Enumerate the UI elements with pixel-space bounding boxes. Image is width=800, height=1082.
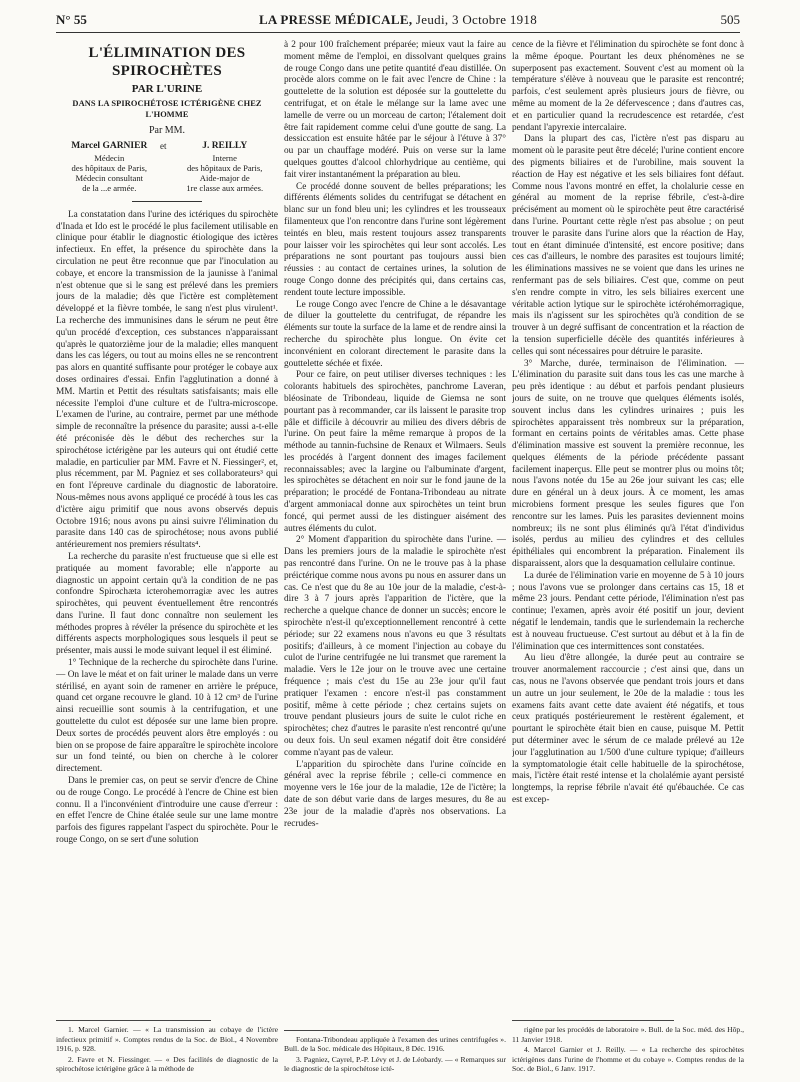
author-1-affil: des hôpitaux de Paris, xyxy=(71,162,147,173)
paragraph: Dans la plupart des cas, l'ictère n'est pas disparu au moment où le parasite peut être décelé; l'urine contient encore des pigments biliaires et de l'urobiline, mais souvent la réaction de Hay est négative et les sels biliaires font défaut. Comme nous l'avons montré en effet, la cholalurie cesse en général au moment de la reprise fébrile, c'est-à-dire précisément au moment où le spirochète peut être caractérisé dans l'urine. Pourtant cette règle n'est pas absolue ; on peut trouver le parasite dans l'urine alors que la réaction de Hay, tout en étant diminuée d'intensité, est encore positive; dans ces cas d'ailleurs, le nombre des parasites est toujours limité; les éliminations massives ne se voient que dans les urines ne renfermant pas de sels biliaires. C'est que, comme on peut s'en rendre compte in vitro, les sels biliaires exercent une véritable action lytique sur le spirochète ictérohémorragique, mais ils n'agissent sur les spirochètes qu'à condition de se trouver à un degré suffisant de concentration et la réaction de la tension superficielle décèle des quantités inférieures à celles qui sont nécessaires pour détruire le parasite. xyxy=(512,134,744,357)
paragraph: La durée de l'élimination varie en moyenne de 5 à 10 jours ; nous l'avons vue se prolonger dans certains cas 15, 18 et même 23 jours. Pendant cette période, l'élimination n'est pas continue; l'examen, après avoir été positif un jour, devient négatif le lendemain, tandis que le surlendemain la recherche est à nouveau fructueuse. C'est surtout au début et à la fin de l'élimination que ces intermittences sont constatées. xyxy=(512,570,744,652)
author-1-role-2: Médecin consultant xyxy=(75,172,144,183)
paragraph: Le rouge Congo avec l'encre de Chine a le désavantage de diluer la gouttelette du centrifugat, de répandre les éléments sur toute la surface de la lame et de rendre ainsi la recherche du spirochète plus longue. On évite cet inconvénient en colorant directement le parasite dans la gouttelette séchée et fixée. xyxy=(284,299,506,369)
article-subtitle: PAR L'URINE xyxy=(131,83,203,95)
footnote: 3. Pagniez, Cayrel, P.-P. Lévy et J. de Léobardy. — « Remarques sur le diagnostic de la spirochétose icté- xyxy=(284,1054,506,1074)
column-2 xyxy=(284,40,506,1074)
article-subtitle-2: DANS LA SPIROCHÉTOSE ICTÉRIGÈNE CHEZ L'HOMME xyxy=(72,99,262,119)
author-conjunction: et xyxy=(160,140,167,151)
author-2-affil-2: 1re classe aux armées. xyxy=(186,182,264,193)
footnote: 4. Marcel Garnier et J. Reilly. — « La recherche des spirochètes ictérigènes dans l'urine de l'homme et du cobaye ». Comptes rendus de la Soc. de Biol., 6 Janv. 1917. xyxy=(512,1045,744,1074)
footnote-rule xyxy=(284,1030,439,1031)
author-1-name: Marcel GARNIER xyxy=(71,140,148,151)
issue-number: N° 55 xyxy=(56,12,87,27)
issue-date: Jeudi, 3 Octobre 1918 xyxy=(412,12,538,27)
paragraph: à 2 pour 100 fraîchement préparée; mieux vaut la faire au moment même de l'emploi, en dissolvant quelques grains de rouge Congo dans une petite quantité d'eau distillée. On procède alors comme on le fait avec l'encre de Chine : la gouttelette de la solution est déposée sur la gouttelette du centrifugat, et on étale le mélange sur la lame avec une lamelle de verre ou un morceau de carton; l'étalement doit être fait rapidement comme celui d'une goutte de sang. La dessiccation est ensuite hâtée par le séjour à l'étuve à 37° ou par un chauffage modéré. Puis on verse sur la lame quelques gouttes d'alcool chlorhydrique au centième, qui fait virer instantanément la préparation au bleu. xyxy=(284,40,506,180)
paragraph: Ce procédé donne souvent de belles préparations; les différents éléments solides du centrifugat se détachent en blanc sur un fond bleu uni; les cylindres et les trousseaux filamenteux que l'on rencontre dans l'urine sont légèrement teintés en bleu, mais restent toujours assez transparents pour laisser voir les spirochètes qui leur sont accolés. Les préparations ne sont pourtant pas toujours aussi bien réussies : au contact de certaines urines, la solution de rouge Congo donne des précipités qui, dans certains cas, rendent toute lecture impossible. xyxy=(284,181,506,298)
running-header xyxy=(56,12,740,33)
paragraph: cence de la fièvre et l'élimination du spirochète se font donc à la même époque. Pourtant les deux phénomènes ne se superposent pas exactement. Souvent c'est au moment où la température s'élève à nouveau que le parasite est rencontré; parfois, c'est seulement après plusieurs jours de fièvre, ou même au moment de la 2e défervescence ; dans d'autres cas, et en particulier quand la recrudescence est retardée, c'est pendant l'apyrexie intercalaire. xyxy=(512,40,744,133)
byline-prefix: Par MM. xyxy=(148,125,186,136)
paragraph: 1° Technique de la recherche du spirochète dans l'urine. — On lave le méat et on fait uriner le malade dans un verre stérilisé, en ayant soin de ramener en arrière le prépuce, quand cet organe recouvre le gland. 10 à 12 cm³ de l'urine ainsi recueillie sont soumis à la centrifugation, et une gouttelette du culot est déposée sur une lame bien propre. Deux sortes de procédés peuvent alors être employés : ou bien on se propose de faire apparaître le spirochète incolore sur un fond teinté, ou bien on cherche à le colorer directement. xyxy=(56,658,278,775)
title-separator xyxy=(132,201,202,202)
paragraph: La constatation dans l'urine des ictériques du spirochète d'Inada et Ido est le procédé le plus facilement utilisable en clinique pour établir le diagnostic étiologique des ictères infectieux. En effet, la présence du spirochète dans la circulation ne peut être reconnue que par l'inoculation au cobaye, et encore la transmission de la jaunisse à l'animal n'est obtenue que si le sang est prélevé dans les premiers jours de la maladie; dès que l'ictère est complètement développé et la fièvre tombée, le sang n'est plus virulent¹. La recherche des immunisines dans le sérum ne peut être qu'un procédé d'exception, ces substances n'apparaissant qu'après le quatorzième jour de la maladie; elles manquent dans les cas légers, ou tout au moins elles ne se rencontrent pas alors en quantité suffisante pour protéger le cobaye aux doses ordinaires d'essai. Enfin l'agglutination a donné à MM. Martin et Pettit des résultats satisfaisants; mais elle nécessite l'emploi d'une culture et de l'ultra-microscope. L'examen de l'urine, au contraire, permet par une méthode simple de reconnaître la présence du parasite; aussi a-t-elle été préconisée dès le début des recherches sur la spirochétose ictérigène par les auteurs qui ont étudié cette maladie, en particulier par MM. Favre et N. Fiessinger², et, plus récemment, par M. Pagniez et ses collaborateurs³ qui en font l'épreuve cardinale du diagnostic de laboratoire. Nous-mêmes nous avons appliqué ce procédé à tous les cas d'ictère aigu primitif que nous avons observés depuis Octobre 1916; nous avons pu ainsi suivre l'élimination du parasite dans 140 cas de spirochétose; nous avons publié antérieurement nos premiers résultats⁴. xyxy=(56,209,278,551)
paragraph: 3° Marche, durée, terminaison de l'élimination. — L'élimination du parasite suit dans tous les cas une marche à peu près identique : au début et parfois pendant plusieurs jours de suite, on ne trouve que quelques éléments isolés, souvent inclus dans les cylindres urinaires ; puis les spirochètes apparaissent très nombreux sur la préparation, formant en certains points de véritables amas. Cette phase d'élimination massive est souvent la première reconnue, les quelques éléments de la période précédente passant facilement inaperçus. Elle peut se montrer plus ou moins tôt; nous l'avons notée du 15e au 26e jour suivant les cas; elle dure en général un à deux jours. À ce moment, les amas microbiens forment presque les seules figures que l'on rencontre sur les lames. Puis les parasites deviennent moins nombreux; ils ne sont plus éliminés qu'à l'état d'individus isolés, perdus au milieu des cylindres et des cellules épithéliales qui encombrent la préparation. Finalement ils disparaissent, alors que la desquamation cellulaire continue. xyxy=(512,358,744,570)
footnote: Fontana-Tribondeau appliquée à l'examen des urines centrifugées ». Bull. de la Soc. médicale des Hôpitaux, 8 Déc. 1916. xyxy=(284,1034,506,1054)
author-2-role: Interne xyxy=(212,152,237,163)
footnotes xyxy=(56,1014,278,1074)
footnote: rigène par les procédés de laboratoire ». Bull. de la Soc. méd. des Hôp., 11 Janvier 1918. xyxy=(512,1025,744,1044)
author-2-affil: des hôpitaux de Paris, xyxy=(187,162,263,173)
page-number: 505 xyxy=(720,12,740,27)
paragraph: Au lieu d'être allongée, la durée peut au contraire se trouver anormalement raccourcie ; c'est ainsi que, dans un cas, nous ne l'avons observée que pendant trois jours et dans un autre un jour seulement, le 20e de la maladie : tous les examens faits avant cette date avaient été négatifs, et tous ceux pratiqués postérieurement le restèrent également, et pourtant le spirochète était bien en cause, puisque M. Pettit put déterminer avec le sérum de ce malade prélevé au 12e jour l'agglutination au 1/500 d'une culture typique; d'ailleurs la symptomatologie était celle habituelle de la spirochétose, mais, l'ictère était resté intense et la cholalémie ayant persisté longtemps, la reprise fébrile n'avait été qu'ébauchée. Ce cas est excep- xyxy=(512,653,744,805)
author-2 xyxy=(171,141,278,193)
article-title-block xyxy=(56,44,278,202)
column-1 xyxy=(56,40,278,1074)
authors xyxy=(56,141,278,193)
footnotes xyxy=(512,1014,744,1074)
paragraph: Pour ce faire, on peut utiliser diverses techniques : les colorants habituels des spirochètes, panchrome Laveran, bléosinate de Tribondeau, liquide de Giemsa ne sont pourtant pas à recommander, car ils laissent le parasite trop pâle et difficile à découvrir au milieu des divers débris de l'urine. On peut faire la même remarque à propos de la méthode au tannin-fuchsine de Renaux et Wilmaers. Seuls les procédés à l'argent donnent des images facilement reconnaissables; avec la largine ou l'albuminate d'argent, les spirochètes se détachent en noir sur le fond jaune de la préparation; le procédé de Fontana-Tribondeau au nitrate d'argent ammoniacal donne aux spirochètes un teint brun foncé, qui permet aussi de les distinguer aisément des autres éléments du culot. xyxy=(284,370,506,534)
footnote: 2. Favre et N. Fiessinger. — « Des facilités de diagnostic de la spirochétose ictérigène grâce à la méthode de xyxy=(56,1054,278,1074)
footnotes xyxy=(284,1024,506,1074)
paragraph: L'apparition du spirochète dans l'urine coïncide en général avec la reprise fébrile ; celle-ci commence en moyenne vers le 16e jour de la maladie, 12e de l'ictère; la date de son début varie dans de larges mesures, du 8e au 23e jour de la maladie d'après nos observations. La recrudes- xyxy=(284,759,506,829)
author-2-role-2: Aide-major de xyxy=(199,172,250,183)
article-title: L'ÉLIMINATION DES SPIROCHÈTES xyxy=(88,45,246,79)
journal-name: LA PRESSE MÉDICALE, xyxy=(258,12,413,27)
author-2-name: J. REILLY xyxy=(202,140,248,151)
paragraph: 2° Moment d'apparition du spirochète dans l'urine. — Dans les premiers jours de la maladie le spirochète n'est pas rencontré dans l'urine. On ne le trouve pas à la phase préictérique comme nous avons pu nous en assurer dans un cas. Ce n'est que du 8e au 10e jour de la maladie, c'est-à-dire 3 à 7 jours après l'apparition de l'ictère, que la recherche a quelque chance de donner un succès; encore le spirochète n'est-il qu'exceptionnellement rencontré à cette période; sur 22 examens nous n'avons eu que 3 résultats positifs; d'ailleurs, à ce moment l'injection au cobaye du culot de l'urine centrifugée ne lui transmet que rarement la maladie. Vers le 12e jour on le trouve avec une certaine fréquence ; mais c'est du 15e au 23e jour qu'il faut pratiquer l'examen : encore n'est-il pas constamment positif, même à cette période ; chez certains sujets on trouve pendant plusieurs jours de suite le culot riche en spirochètes; chez d'autres le parasite n'est rencontré qu'une ou deux fois. Un seul examen négatif doit être considéré comme n'ayant pas de valeur. xyxy=(284,535,506,758)
paragraph: La recherche du parasite n'est fructueuse que si elle est pratiquée au moment favorable; elle n'apporte au diagnostic un appoint certain qu'à la condition de ne pas confondre Spirochæta icterohemorragiæ avec les autres spirochètes, qui peuvent éventuellement être rencontrés dans l'urine. Il faut donc connaître non seulement les méthodes propres à révéler la présence du spirochète et les différents aspects morphologiques sous lesquels il peut se présenter, mais aussi le mode suivant lequel il est éliminé. xyxy=(56,551,278,657)
author-1-role: Médecin xyxy=(94,152,125,163)
author-1 xyxy=(56,141,163,193)
footnote-rule xyxy=(512,1020,674,1021)
author-1-affil-2: de la ...e armée. xyxy=(82,182,137,193)
footnote: 1. Marcel Garnier. — « La transmission au cobaye de l'ictère infectieux primitif ». Comptes rendus de la Soc. de Biol., 4 Novembre 1916, p. 928. xyxy=(56,1025,278,1054)
paragraph: Dans le premier cas, on peut se servir d'encre de Chine ou de rouge Congo. Le procédé à l'encre de Chine est bien connu. Il a l'inconvénient d'introduire une cause d'erreur : en effet l'encre de Chine étalée seule sur une lame montre parfois des figures rappelant l'aspect du spirochète. Pour le rouge Congo, on se sert d'une solution xyxy=(56,776,278,846)
journal-masthead xyxy=(56,12,740,28)
footnote-rule xyxy=(56,1020,211,1021)
column-3 xyxy=(512,40,744,1074)
